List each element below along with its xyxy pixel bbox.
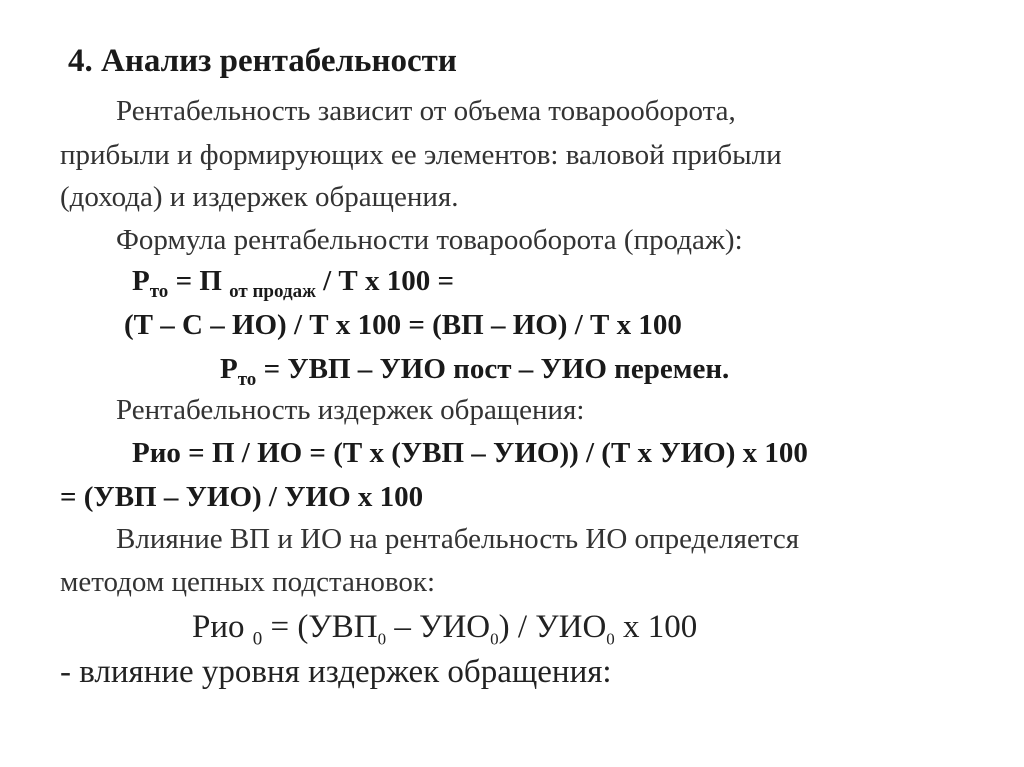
formula5-sub-d: 0 — [606, 629, 615, 649]
formula1-symbol: Р — [132, 265, 150, 297]
formula5-sub-b: 0 — [377, 629, 387, 649]
formula-cost-profitability-line1: Рио = П / ИО = (Т х (УВП – УИО)) / (Т х УИО) х 100 — [132, 437, 808, 469]
formula5-sub-c: 0 — [490, 629, 499, 649]
formula5-part-a: Рио — [192, 609, 253, 645]
paragraph1-line1: Рентабельность зависит от объема товарооборота, — [116, 95, 736, 127]
formula-intro: Формула рентабельности товарооборота (продаж): — [116, 224, 743, 256]
formula-cost-profitability-line2: = (УВП – УИО) / УИО х 100 — [60, 481, 424, 513]
formula3-rest: = УВП – УИО пост – УИО перемен. — [256, 353, 730, 385]
formula1-symbol-subscript: то — [149, 280, 169, 302]
formula-expansion: (Т – С – ИО) / Т х 100 = (ВП – ИО) / Т х 100 — [124, 309, 682, 341]
formula5-part-c: – УИО — [386, 609, 491, 645]
formula1-eq: = П — [168, 265, 230, 297]
closing-line: - влияние уровня издержек обращения: — [60, 654, 612, 690]
paragraph1-line3: (дохода) и издержек обращения. — [60, 181, 459, 213]
formula-levels — [220, 353, 730, 390]
formula3-symbol: Р — [220, 353, 238, 385]
formula1-profit-subscript: от продаж — [229, 280, 316, 302]
formula-chain-substitution — [192, 609, 698, 650]
paragraph1-line2: прибыли и формирующих ее элементов: валовой прибыли — [60, 139, 782, 171]
influence-line2: методом цепных подстановок: — [60, 566, 436, 598]
slide-heading: 4. Анализ рентабельности — [68, 43, 457, 79]
formula1-rest: / Т х 100 = — [315, 265, 455, 297]
formula5-part-d: ) / УИО — [498, 609, 607, 645]
formula5-sub-a: 0 — [252, 628, 263, 650]
cost-profitability-intro: Рентабельность издержек обращения: — [116, 394, 585, 426]
formula5-part-e: х 100 — [614, 609, 698, 645]
influence-line1: Влияние ВП и ИО на рентабельность ИО определяется — [116, 523, 800, 555]
formula5-part-b: = (УВП — [262, 609, 378, 645]
formula3-symbol-subscript: то — [237, 368, 257, 390]
formula-turnover-profitability — [132, 265, 455, 302]
